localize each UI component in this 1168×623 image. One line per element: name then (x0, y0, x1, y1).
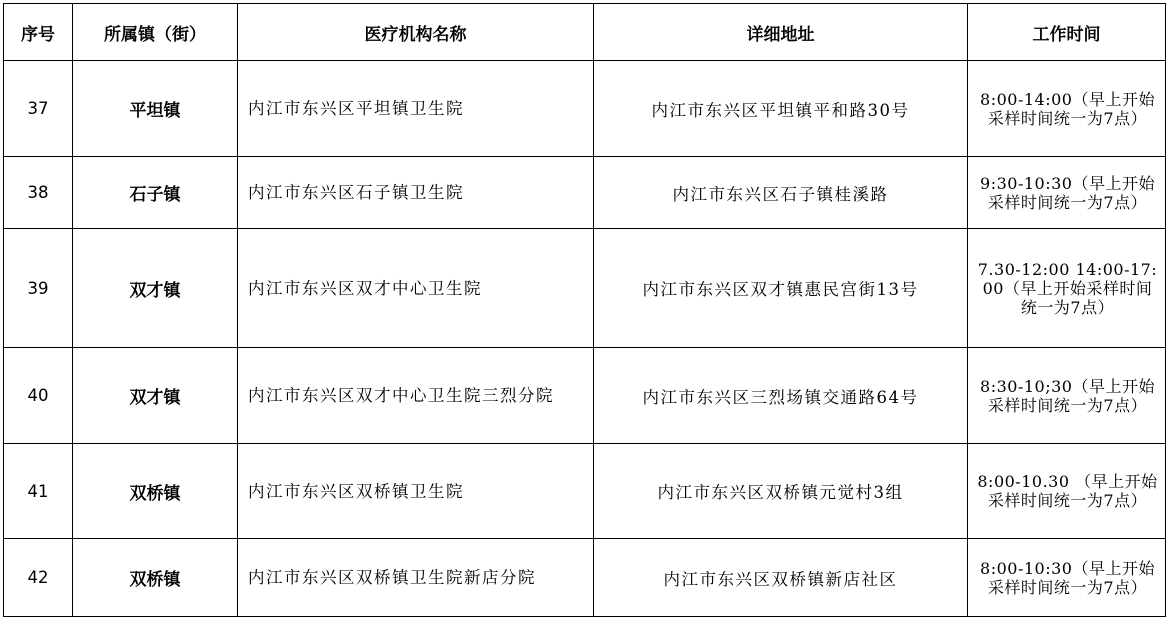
cell-town: 石子镇 (73, 157, 238, 229)
cell-no: 37 (4, 61, 73, 157)
header-hours: 工作时间 (968, 4, 1166, 61)
cell-town: 双桥镇 (73, 444, 238, 539)
header-name: 医疗机构名称 (238, 4, 594, 61)
cell-hours: 7.30-12:00 14:00-17:00（早上开始采样时间统一为7点） (968, 229, 1166, 348)
cell-hours: 8:00-14:00（早上开始采样时间统一为7点） (968, 61, 1166, 157)
cell-name: 内江市东兴区双才中心卫生院 (238, 229, 594, 348)
cell-hours: 8:00-10:30（早上开始采样时间统一为7点） (968, 539, 1166, 617)
cell-name: 内江市东兴区双才中心卫生院三烈分院 (238, 348, 594, 444)
table-row (4, 444, 1166, 539)
cell-no: 38 (4, 157, 73, 229)
header-town: 所属镇（街） (73, 4, 238, 61)
table-row (4, 348, 1166, 444)
cell-name: 内江市东兴区双桥镇卫生院新店分院 (238, 539, 594, 617)
cell-name: 内江市东兴区石子镇卫生院 (238, 157, 594, 229)
cell-address: 内江市东兴区双桥镇新店社区 (594, 539, 968, 617)
cell-town: 平坦镇 (73, 61, 238, 157)
cell-no: 40 (4, 348, 73, 444)
cell-hours: 8:00-10.30 （早上开始采样时间统一为7点） (968, 444, 1166, 539)
cell-address: 内江市东兴区石子镇桂溪路 (594, 157, 968, 229)
cell-no: 41 (4, 444, 73, 539)
table-header-row (4, 4, 1166, 61)
cell-name: 内江市东兴区双桥镇卫生院 (238, 444, 594, 539)
cell-hours: 8:30-10;30（早上开始采样时间统一为7点） (968, 348, 1166, 444)
cell-town: 双桥镇 (73, 539, 238, 617)
cell-no: 39 (4, 229, 73, 348)
cell-address: 内江市东兴区平坦镇平和路30号 (594, 61, 968, 157)
cell-hours: 9:30-10:30（早上开始采样时间统一为7点） (968, 157, 1166, 229)
table-row (4, 539, 1166, 617)
table-row (4, 157, 1166, 229)
header-address: 详细地址 (594, 4, 968, 61)
cell-address: 内江市东兴区双桥镇元觉村3组 (594, 444, 968, 539)
cell-town: 双才镇 (73, 229, 238, 348)
table-row (4, 61, 1166, 157)
header-no: 序号 (4, 4, 73, 61)
cell-name: 内江市东兴区平坦镇卫生院 (238, 61, 594, 157)
testing-sites-table (3, 3, 1166, 617)
cell-no: 42 (4, 539, 73, 617)
table-row (4, 229, 1166, 348)
cell-town: 双才镇 (73, 348, 238, 444)
cell-address: 内江市东兴区双才镇惠民宫街13号 (594, 229, 968, 348)
cell-address: 内江市东兴区三烈场镇交通路64号 (594, 348, 968, 444)
